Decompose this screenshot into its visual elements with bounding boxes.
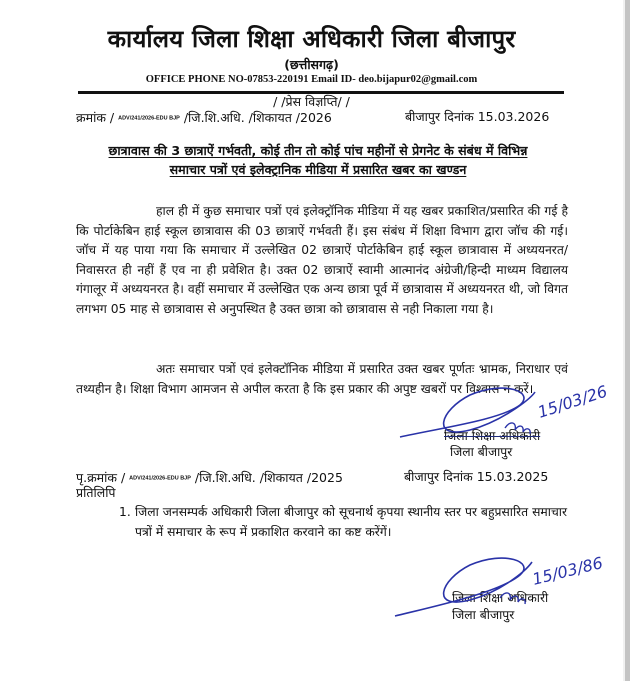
body-paragraph-2: अतः समाचार पत्रों एवं इलेक्टॉनिक मीडिया में प्रसारित उक्त खबर पूर्णतः भ्रामक, निराधार एवं तथ्यहीन है। शिक्षा विभाग आमजन से अपील करता है कि इस प्रकार की अपुष्ट खबरों पर विश्वास न करें। [76, 362, 568, 396]
copy-label: प्रतिलिपि [76, 485, 116, 500]
office-contact: OFFICE PHONE NO-07853-220191 Email ID- deo.bijapur02@gmail.com [145, 74, 478, 85]
body-paragraph-1: हाल ही में कुछ समाचार पत्रों एवं इलेक्ट्रॉनिक मीडिया में यह खबर प्रकाशित/प्रसारित की गई है कि पोर्टाकेबिन हाई स्कूल छात्रावास की 03 छात्राऐं गर्भवती हैं। इस संबंध में शिक्षा विभाग द्वारा जॉच की गई। जॉच में यह पाया गया कि समाचार में उल्लेखित 02 छात्राऐं पोर्टाकेबिन हाई स्कूल छात्रावास में अध्ययनरत/निवासरत ही नहीं हैं एव ना ही प्रवेशित है। उक्त 02 छात्राऐं स्वामी आत्मानंद अंग्रेजी/हिन्दी माध्यम विद्यालय गंगालूर में अध्ययनरत है। वहीं समाचार में उल्लेखित एक अन्य छात्रा पूर्व में छात्रावास में अध्ययनरत थी, जो विगत लगभग 05 माह से छात्रावास से अनुपस्थित है उक्त छात्रा को छात्रावास से नही निकाला गया है। [76, 204, 568, 316]
reference-number [76, 109, 332, 126]
reference-prefix: क्रमांक / [76, 110, 115, 125]
copy-item-text: जिला जनसम्पर्क अधिकारी जिला बीजापुर को सूचनार्थ कृपया स्थानीय स्तर पर बहुप्रसारित समाचार पत्रों में समाचार के रूप में प्रकाशित करवाने का कष्ट करेंगें। [135, 505, 567, 539]
headline [60, 141, 576, 179]
copy-reference-prefix: पृ.क्रमांक / [76, 470, 126, 485]
headline-line-2: समाचार पत्रों एवं इलेक्ट्रानिक मीडिया में प्रसारित खबर का खण्डन [169, 162, 467, 177]
copy-reference-number [76, 469, 343, 486]
copy-reference-code: ADV/241/2026-EDU BJP [129, 475, 191, 482]
signature-1-date: 15/03/26 [535, 381, 610, 422]
reference-code: ADV/241/2026-EDU BJP [118, 115, 180, 122]
signatory-title-2: जिला शिक्षा अधिकारी [452, 591, 549, 605]
signatory-title: जिला शिक्षा अधिकारी [444, 429, 541, 443]
signatory-place: जिला बीजापुर [450, 445, 513, 459]
press-release-label: / /प्रेस विज्ञप्ति/ / [273, 94, 350, 109]
copy-place-date: बीजापुर दिनांक 15.03.2025 [404, 469, 549, 484]
copy-reference-suffix: /जि.शि.अधि. /शिकायत /2025 [194, 470, 343, 485]
copy-list-item [119, 503, 567, 542]
office-title: कार्यालय जिला शिक्षा अधिकारी जिला बीजापुर [107, 25, 516, 53]
signatory-place-2: जिला बीजापुर [452, 608, 515, 622]
headline-line-1: छात्रावास की 3 छात्राऐं गर्भवती, कोई तीन तो कोई पांच महीनों से प्रेगनेट के संबंध में विभिन्न [108, 143, 528, 158]
place-date: बीजापुर दिनांक 15.03.2026 [405, 109, 550, 124]
scan-edge-strip [623, 0, 630, 681]
state-name: (छत्तीसगढ़) [284, 57, 339, 72]
reference-suffix: /जि.शि.अधि. /शिकायत /2026 [183, 110, 332, 125]
copy-item-number: 1. [119, 505, 131, 519]
signature-2-date: 15/03/86 [530, 553, 605, 589]
